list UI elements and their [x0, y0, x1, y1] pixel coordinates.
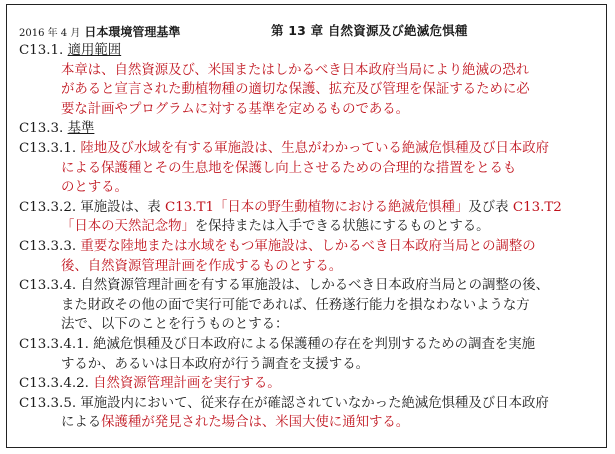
clause-c13-3-4 — [19, 276, 596, 296]
document-body — [19, 41, 596, 433]
paragraph-line — [19, 217, 596, 237]
section-title: 適用範囲 — [67, 43, 122, 58]
table-reference: C13.T2 — [512, 199, 562, 215]
clause-text: 軍施設は、表 — [80, 199, 165, 215]
paragraph-line: 本章は、自然資源及び、米国またはしかるべき日本政府当局により絶滅の恐れ — [61, 62, 530, 78]
clause-text: 絶滅危惧種及び日本政府による保護種の存在を判別するための調査を実施 — [93, 336, 536, 352]
clause-text: 重要な陸地または水域をもつ軍施設は、しかるべき日本政府当局との調整の — [80, 238, 536, 254]
clause-text: による — [61, 415, 102, 431]
chapter-title: 第 13 章 自然資源及び絶滅危惧種 — [271, 23, 468, 38]
clause-number: C13.3.4.1. — [19, 336, 89, 352]
clause-number: C13.3.2. — [19, 199, 77, 215]
paragraph-line: があると宣言された動植物種の適切な保護、拡充及び管理を保証するために必 — [61, 82, 530, 98]
paragraph-line: による保護種とその生息地を保護し向上させるための合理的な措置をとるも — [61, 160, 517, 176]
clause-text: 自然資源管理計画を実行する。 — [93, 376, 281, 392]
clause-c13-3-4-1 — [19, 335, 596, 355]
clause-text: を保持または入手できる状態にするものとする。 — [194, 219, 490, 235]
section-c13-1-heading — [19, 41, 596, 61]
section-title: 基準 — [67, 121, 95, 137]
header-doc-title: 日本環境管理基準 — [84, 25, 181, 39]
table-reference: 「日本の天然記念物」 — [61, 219, 195, 235]
section-number: C13.1. — [19, 43, 64, 58]
clause-c13-3-4-2 — [19, 374, 596, 394]
paragraph-line — [19, 413, 596, 433]
paragraph-line: するか、あるいは日本政府が行う調査を支援する。 — [61, 356, 369, 372]
table-reference: C13.T1「日本の野生動植物における絶滅危惧種」 — [164, 199, 469, 215]
clause-text: 及び表 — [468, 199, 513, 215]
paragraph-line: 要な計画やプログラムに対する基準を定めるものである。 — [61, 101, 410, 117]
page-header — [19, 21, 596, 41]
paragraph-line: のとする。 — [61, 180, 128, 196]
paragraph-line: 後、自然資源管理計画を作成するものとする。 — [61, 258, 343, 274]
clause-text: 陸地及び水域を有する軍施設は、生息がわかっている絶滅危惧種及び日本政府 — [80, 140, 550, 156]
clause-c13-3-1 — [19, 139, 596, 159]
section-c13-3-heading — [19, 119, 596, 139]
clause-c13-3-5 — [19, 394, 596, 414]
document-page — [6, 4, 607, 448]
clause-number: C13.3.5. — [19, 395, 77, 411]
clause-text: 自然資源管理計画を有する軍施設は、しかるべき日本政府当局との調整の後、 — [80, 278, 550, 294]
clause-number: C13.3.1. — [19, 140, 77, 156]
clause-number: C13.3.3. — [19, 238, 77, 254]
header-left — [19, 23, 180, 40]
paragraph-line: 法で、以下のことを行うものとする： — [61, 317, 289, 333]
clause-c13-3-2 — [19, 198, 596, 218]
header-date: 2016 年 4 月 — [19, 28, 81, 39]
section-number: C13.3. — [19, 121, 64, 137]
clause-number: C13.3.4. — [19, 278, 77, 294]
clause-text: 軍施設内において、従来存在が確認されていなかった絶滅危惧種及び日本政府 — [80, 395, 549, 411]
paragraph-line: また財政その他の面で実行可能であれば、任務遂行能力を損なわないような方 — [61, 297, 530, 313]
clause-number: C13.3.4.2. — [19, 376, 89, 392]
clause-c13-3-3 — [19, 237, 596, 257]
clause-text: 保護種が発見された場合は、米国大使に通知する。 — [101, 415, 410, 431]
